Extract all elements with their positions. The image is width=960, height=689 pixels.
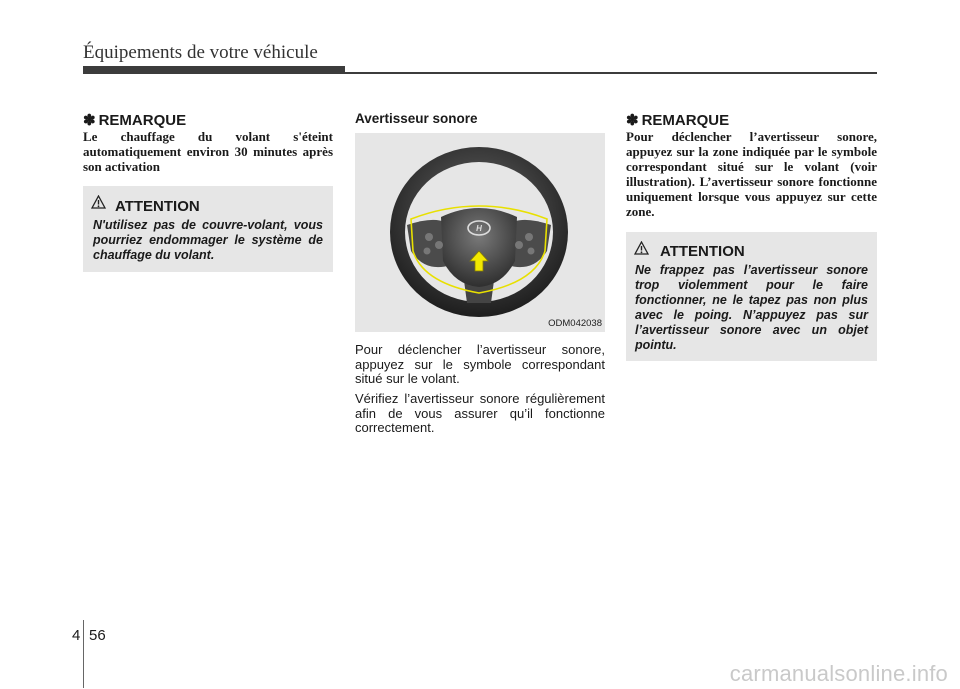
- footer-divider: [83, 620, 84, 688]
- note-text-left: Le chauffage du volant s'éteint automatiquement environ 30 minutes après son activation: [83, 129, 333, 174]
- attention-title-right: ATTENTION: [660, 243, 745, 260]
- note-heading-left: [83, 111, 186, 129]
- body-paragraph-1: Pour déclencher l’avertisseur sonore, appuyez sur le symbole correspondant situé sur le volant.: [355, 342, 605, 386]
- note-text-right: Pour déclencher l’avertisseur sonore, appuyez sur la zone indiquée par le symbole correspondant situé sur le volant (voir illustration). L’avertisseur sonore fonctionne uniquement lorsque vous appuyez sur cette zone.: [626, 129, 877, 219]
- svg-text:H: H: [476, 224, 482, 233]
- steering-wheel-figure: [355, 133, 605, 332]
- attention-box-left: [83, 186, 333, 272]
- figure-code: ODM042038: [548, 318, 602, 329]
- header-rule: [83, 72, 877, 74]
- warning-triangle-icon: [634, 241, 649, 255]
- footer-chapter-number: 4: [72, 627, 81, 644]
- steering-wheel-horn-illustration: [355, 133, 605, 332]
- page-header-title: Équipements de votre véhicule: [83, 42, 318, 63]
- note-heading-label: REMARQUE: [641, 112, 730, 129]
- body-paragraph-2: Vérifiez l’avertisseur sonore régulièrement afin de vous assurer qu’il fonctionne correctement.: [355, 391, 605, 435]
- note-star-icon: ✽: [626, 112, 639, 129]
- attention-box-right: [626, 232, 877, 361]
- note-heading-label: REMARQUE: [98, 112, 187, 129]
- note-heading-right: [626, 111, 729, 129]
- warning-triangle-icon: [91, 195, 106, 209]
- attention-text-right: Ne frappez pas l’avertisseur sonore trop violemment pour le faire fonctionner, ne le tapez pas non plus avec le poing. N’appuyez pas sur l’avertisseur sonore avec un objet pointu.: [635, 263, 868, 352]
- section-title-horn: Avertisseur sonore: [355, 111, 478, 126]
- footer-page-number: 56: [89, 627, 106, 644]
- note-star-icon: ✽: [83, 112, 96, 129]
- attention-text-left: N'utilisez pas de couvre-volant, vous pourriez endommager le système de chauffage du volant.: [93, 218, 323, 262]
- watermark: carmanualsonline.info: [729, 661, 948, 686]
- attention-title-left: ATTENTION: [115, 198, 200, 215]
